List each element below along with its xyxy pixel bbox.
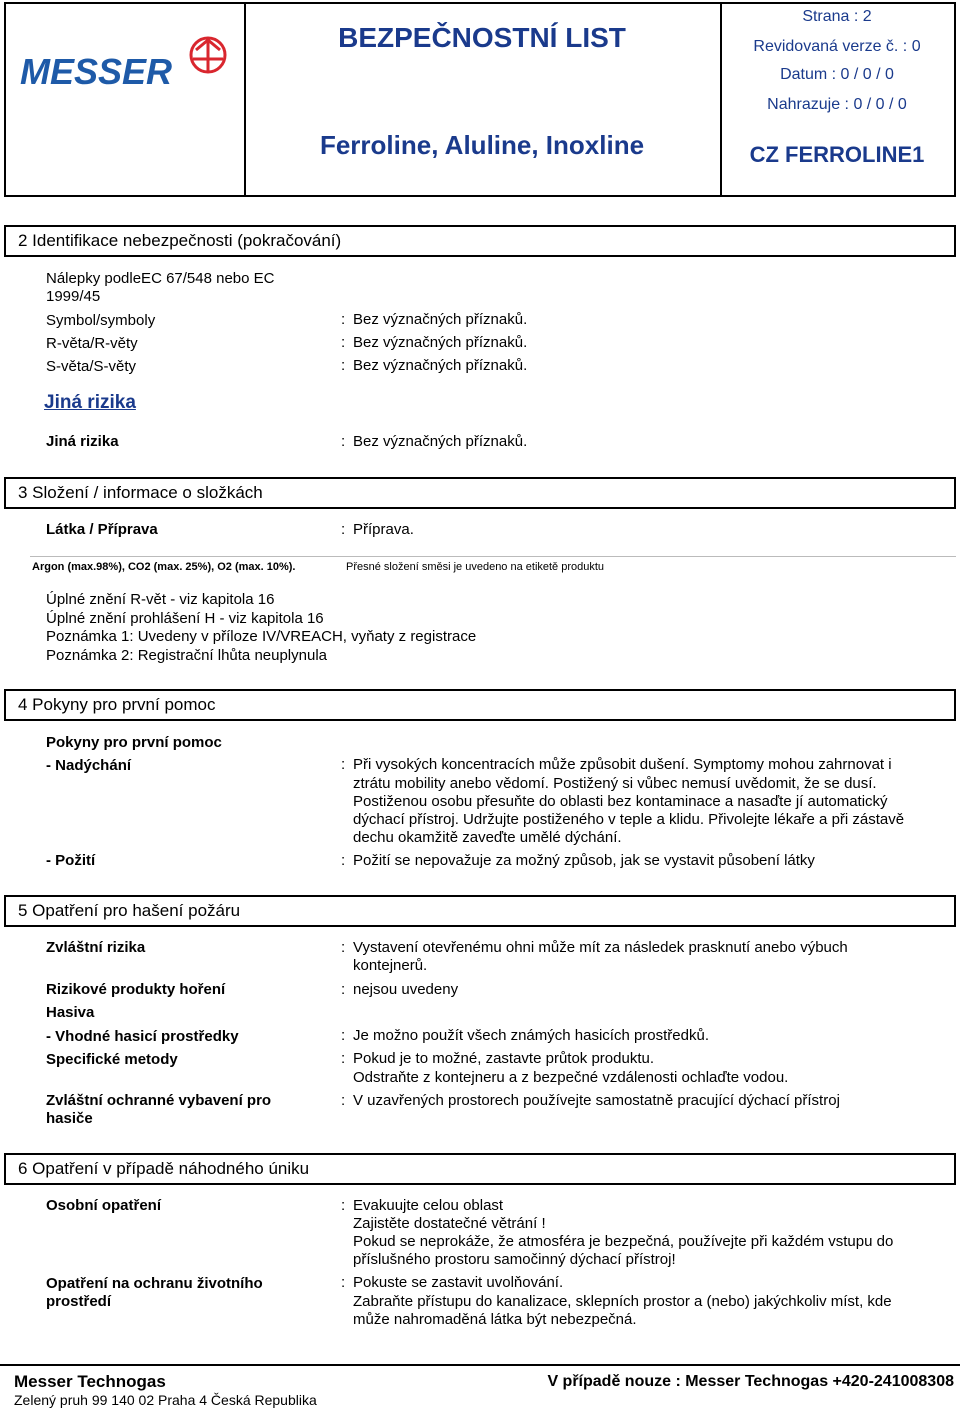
messer-emblem-icon: [191, 38, 225, 72]
special-hazards-line: Vystavení otevřenému ohni může mít za následek prasknutí anebo výbuch: [353, 939, 848, 956]
logo-cell: [6, 4, 246, 195]
labels-heading-line-2: 1999/45: [46, 288, 101, 305]
section-6-title: 6 Opatření v případě náhodného úniku: [18, 1159, 310, 1178]
divider: [30, 556, 956, 557]
personal-precautions-line: Pokud se neprokáže, že atmosféra je bezpečná, používejte při každém vstupu do: [353, 1233, 894, 1250]
inhalation-line: Postiženou osobu přesuňte do oblasti bez kontaminace a nasaďte jí automatický: [353, 793, 888, 810]
protective-equipment-value: V uzavřených prostorech používejte samostatně pracující dýchací přístroj: [353, 1092, 840, 1109]
environmental-precautions-label: Opatření na ochranu životního: [46, 1275, 263, 1292]
colon: :: [341, 433, 346, 450]
other-hazards-label: Jiná rizika: [46, 433, 119, 450]
suitable-media-value: Je možno použít všech známých hasicích prostředků.: [353, 1027, 710, 1044]
revision-date: Datum : 0 / 0 / 0: [780, 66, 894, 83]
colon: :: [341, 1092, 346, 1109]
colon: :: [341, 756, 346, 773]
note-line: Poznámka 1: Uvedeny v příloze IV/VREACH, vyňaty z registrace: [46, 628, 477, 645]
specific-methods-label: Specifické metody: [46, 1051, 178, 1068]
page-number: Strana : 2: [802, 8, 872, 25]
inhalation-line: dechu okamžitě zaveďte umělé dýchání.: [353, 829, 622, 846]
other-hazards-value: Bez význačných příznaků.: [353, 433, 528, 450]
special-hazards-label: Zvláštní rizika: [46, 939, 146, 956]
section-2-header: [4, 225, 956, 257]
logo-wordmark: MESSER: [20, 51, 173, 92]
personal-precautions-line: příslušného prostoru samočinný dýchací přístroj!: [353, 1251, 676, 1268]
inhalation-line: ztrátu mobility anebo vědomí. Postižený si vůbec nemusí uvědomit, že se dusí.: [353, 775, 877, 792]
s-phrases-label: S-věta/S-věty: [46, 358, 137, 375]
hazardous-products-value: nejsou uvedeny: [353, 981, 459, 998]
environmental-precautions-line: Zabraňte přístupu do kanalizace, sklepních prostor a (nebo) jakýchkoliv míst, kde: [353, 1293, 892, 1310]
symbol-label: Symbol/symboly: [46, 312, 156, 329]
colon: :: [341, 1027, 346, 1044]
section-2-title: 2 Identifikace nebezpečnosti (pokračování): [18, 231, 342, 250]
colon: :: [341, 852, 346, 869]
composition-text: Argon (max.98%), CO2 (max. 25%), O2 (max. 10%).: [32, 561, 296, 573]
first-aid-heading: Pokyny pro první pomoc: [46, 734, 222, 751]
labels-heading-line-1: Nálepky podleEC 67/548 nebo EC: [46, 270, 275, 287]
section-3-header: [4, 477, 956, 509]
personal-precautions-line: Evakuujte celou oblast: [353, 1197, 504, 1214]
symbol-value: Bez význačných příznaků.: [353, 311, 528, 328]
replaces-date: Nahrazuje : 0 / 0 / 0: [767, 96, 907, 113]
inhalation-line: Při vysokých koncentracích může způsobit dušení. Symptomy mohou zahrnovat i: [353, 756, 892, 773]
environmental-precautions-line: může nahromaděná látka být nebezpečná.: [353, 1311, 637, 1328]
section-6-header: [4, 1153, 956, 1185]
revision-number: Revidovaná verze č. : 0: [753, 38, 921, 55]
document-title: BEZPEČNOSTNÍ LIST: [338, 22, 626, 53]
section-4-title: 4 Pokyny pro první pomoc: [18, 695, 216, 714]
substance-value: Příprava.: [353, 521, 414, 538]
colon: :: [341, 981, 346, 998]
environmental-precautions-line: Pokuste se zastavit uvolňování.: [353, 1274, 564, 1291]
note-line: Úplné znění R-vět - viz kapitola 16: [46, 591, 275, 608]
document-header: [4, 2, 956, 197]
colon: :: [341, 939, 346, 956]
suitable-media-label: - Vhodné hasicí prostředky: [46, 1028, 239, 1045]
section-5-header: [4, 895, 956, 927]
inhalation-label: - Nadýchání: [46, 757, 132, 774]
colon: :: [341, 521, 346, 538]
section-5-title: 5 Opatření pro hašení požáru: [18, 901, 241, 920]
substance-label: Látka / Příprava: [46, 521, 158, 538]
meta-cell: [720, 4, 954, 195]
footer-divider: [0, 1364, 960, 1366]
colon: :: [341, 1197, 346, 1214]
colon: :: [341, 1274, 346, 1291]
specific-methods-line: Odstraňte z kontejneru a z bezpečné vzdálenosti ochlaďte vodou.: [353, 1069, 789, 1086]
hazardous-products-label: Rizikové produkty hoření: [46, 981, 226, 998]
colon: :: [341, 1050, 346, 1067]
note-line: Úplné znění prohlášení H - viz kapitola 16: [46, 610, 324, 627]
s-phrases-value: Bez význačných příznaků.: [353, 357, 528, 374]
personal-precautions-label: Osobní opatření: [46, 1197, 162, 1214]
footer-company: Messer Technogas: [14, 1372, 166, 1391]
note-line: Poznámka 2: Registrační lhůta neuplynula: [46, 647, 328, 664]
footer-emergency: V případě nouze : Messer Technogas +420-241008308: [547, 1373, 954, 1390]
section-4-header: [4, 689, 956, 721]
specific-methods-line: Pokud je to možné, zastavte průtok produktu.: [353, 1050, 655, 1067]
inhalation-line: dýchací přístroj. Udržujte postiženého v teple a klidu. Přivolejte lékaře a při zástavě: [353, 811, 905, 828]
section-3-title: 3 Složení / informace o složkách: [18, 483, 263, 502]
r-phrases-value: Bez význačných příznaků.: [353, 334, 528, 351]
product-code: CZ FERROLINE1: [749, 142, 925, 167]
product-name: Ferroline, Aluline, Inoxline: [319, 130, 645, 160]
extinguishing-media-label: Hasiva: [46, 1004, 95, 1021]
footer-address: Zelený pruh 99 140 02 Praha 4 Česká Republika: [14, 1392, 317, 1408]
colon: :: [341, 311, 346, 328]
title-cell: [244, 4, 722, 195]
colon: :: [341, 334, 346, 351]
protective-equipment-label: Zvláštní ochranné vybavení pro: [46, 1092, 272, 1109]
personal-precautions-line: Zajistěte dostatečné větrání !: [353, 1215, 546, 1232]
messer-logo: [6, 4, 244, 195]
composition-note: Přesné složení směsi je uvedeno na etiketě produktu: [346, 561, 605, 573]
ingestion-value: Požití se nepovažuje za možný způsob, jak se vystavit působení látky: [353, 852, 815, 869]
r-phrases-label: R-věta/R-věty: [46, 335, 138, 352]
special-hazards-line: kontejnerů.: [353, 957, 428, 974]
environmental-precautions-label-2: prostředí: [46, 1293, 112, 1310]
protective-equipment-label-2: hasiče: [46, 1110, 93, 1127]
ingestion-label: - Požití: [46, 852, 96, 869]
other-hazards-heading: Jiná rizika: [44, 392, 136, 413]
colon: :: [341, 357, 346, 374]
